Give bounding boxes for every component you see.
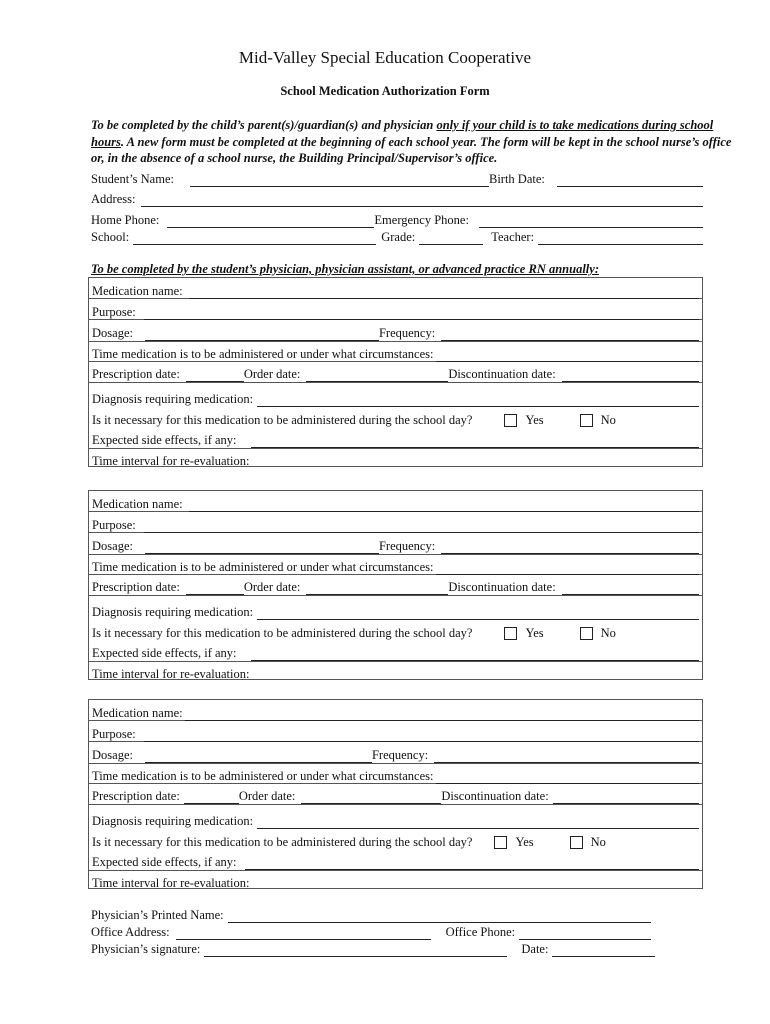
diagnosis-label: Diagnosis requiring medication:: [92, 605, 254, 619]
purpose-label: Purpose:: [92, 305, 136, 319]
prescription-date-field[interactable]: [186, 369, 244, 382]
intro-text-underlined: only if your child is to take medications during school hours: [91, 118, 714, 149]
diagnosis-field[interactable]: [257, 394, 699, 407]
time-label: Time medication is to be administered or under what circumstances:: [92, 769, 434, 783]
teacher-field[interactable]: [538, 232, 703, 245]
frequency-label: Frequency:: [378, 326, 436, 340]
emergency-phone-label: Emergency Phone:: [374, 213, 469, 227]
dosage-field[interactable]: [145, 750, 372, 763]
frequency-field[interactable]: [434, 750, 699, 763]
teacher-label: Teacher:: [491, 230, 535, 244]
purpose-label: Purpose:: [92, 518, 136, 532]
physician-section-heading: To be completed by the student’s physician, physician assistant, or advanced practice RN annually:: [91, 262, 599, 276]
discontinuation-date-field[interactable]: [562, 369, 699, 382]
physician-name-label: Physician’s Printed Name:: [91, 908, 224, 922]
signature-label: Physician’s signature:: [91, 942, 201, 956]
prescription-date-label: Prescription date:: [92, 580, 180, 594]
phone-row: [91, 210, 703, 228]
no-label: No: [600, 626, 616, 640]
discontinuation-date-field[interactable]: [553, 791, 699, 804]
medication-name-field[interactable]: [185, 708, 699, 721]
yes-checkbox[interactable]: [494, 836, 507, 849]
student-name-field[interactable]: [190, 174, 489, 187]
medication-name-label: Medication name:: [92, 706, 183, 720]
necessary-question: Is it necessary for this medication to be administered during the school day?: [92, 835, 473, 849]
side-effects-label: Expected side effects, if any:: [92, 855, 237, 869]
no-checkbox[interactable]: [580, 414, 593, 427]
yes-checkbox[interactable]: [504, 627, 517, 640]
frequency-field[interactable]: [441, 541, 699, 554]
frequency-label: Frequency:: [371, 748, 429, 762]
medication-box-1: [88, 277, 703, 467]
student-name-label: Student’s Name:: [91, 172, 174, 186]
time-label: Time medication is to be administered or under what circumstances:: [92, 560, 434, 574]
frequency-field[interactable]: [441, 328, 699, 341]
prescription-date-field[interactable]: [186, 582, 244, 595]
medication-name-field[interactable]: [189, 499, 699, 512]
school-row: [91, 227, 703, 245]
medication-box-3: [88, 699, 703, 889]
dosage-label: Dosage:: [92, 539, 133, 553]
purpose-field[interactable]: [144, 729, 699, 742]
time-field[interactable]: [436, 562, 699, 575]
order-date-label: Order date:: [243, 367, 301, 381]
birth-date-field[interactable]: [557, 174, 703, 187]
time-field[interactable]: [436, 349, 699, 362]
time-field[interactable]: [436, 771, 699, 784]
diagnosis-field[interactable]: [257, 816, 699, 829]
intro-text-2: . A new form must be completed at the beginning of each school year. The form will be kept in the school nurse’s office or, in the absence of a school nurse, the Building Principal/Supervisor’s office.: [91, 134, 732, 165]
discontinuation-date-label: Discontinuation date:: [448, 580, 556, 594]
dosage-field[interactable]: [145, 541, 379, 554]
order-date-label: Order date:: [238, 789, 296, 803]
medication-box-2: [88, 490, 703, 680]
prescription-date-label: Prescription date:: [92, 789, 180, 803]
no-checkbox[interactable]: [570, 836, 583, 849]
order-date-field[interactable]: [306, 582, 448, 595]
discontinuation-date-field[interactable]: [562, 582, 699, 595]
side-effects-field[interactable]: [251, 435, 699, 448]
order-date-field[interactable]: [301, 791, 441, 804]
dosage-label: Dosage:: [92, 326, 133, 340]
order-date-field[interactable]: [306, 369, 448, 382]
purpose-field[interactable]: [144, 520, 699, 533]
reevaluation-label: Time interval for re-evaluation:: [92, 667, 250, 681]
diagnosis-field[interactable]: [257, 607, 699, 620]
side-effects-label: Expected side effects, if any:: [92, 646, 237, 660]
necessary-question: Is it necessary for this medication to be administered during the school day?: [92, 626, 473, 640]
purpose-label: Purpose:: [92, 727, 136, 741]
page-title: Mid-Valley Special Education Cooperative: [238, 48, 532, 67]
dosage-field[interactable]: [145, 328, 379, 341]
office-address-label: Office Address:: [91, 925, 170, 939]
yes-checkbox[interactable]: [504, 414, 517, 427]
home-phone-label: Home Phone:: [91, 213, 160, 227]
prescription-date-label: Prescription date:: [92, 367, 180, 381]
discontinuation-date-label: Discontinuation date:: [448, 367, 556, 381]
grade-field[interactable]: [419, 232, 483, 245]
no-label: No: [600, 413, 616, 427]
side-effects-field[interactable]: [245, 857, 699, 870]
birth-date-label: Birth Date:: [488, 172, 545, 186]
medication-name-label: Medication name:: [92, 497, 183, 511]
school-field[interactable]: [133, 232, 376, 245]
address-field[interactable]: [141, 194, 703, 207]
reevaluation-label: Time interval for re-evaluation:: [92, 454, 250, 468]
no-label: No: [590, 835, 606, 849]
intro-instructions: [91, 117, 741, 167]
dosage-label: Dosage:: [92, 748, 133, 762]
school-label: School:: [91, 230, 130, 244]
address-label: Address:: [91, 192, 136, 206]
yes-label: Yes: [525, 413, 544, 427]
purpose-field[interactable]: [144, 307, 699, 320]
necessary-question: Is it necessary for this medication to be administered during the school day?: [92, 413, 473, 427]
no-checkbox[interactable]: [580, 627, 593, 640]
medication-name-label: Medication name:: [92, 284, 183, 298]
date-field[interactable]: [552, 944, 655, 957]
yes-label: Yes: [515, 835, 534, 849]
side-effects-field[interactable]: [251, 648, 699, 661]
diagnosis-label: Diagnosis requiring medication:: [92, 814, 254, 828]
side-effects-label: Expected side effects, if any:: [92, 433, 237, 447]
date-label: Date:: [521, 942, 549, 956]
medication-name-field[interactable]: [189, 286, 699, 299]
time-label: Time medication is to be administered or under what circumstances:: [92, 347, 434, 361]
prescription-date-field[interactable]: [184, 791, 239, 804]
address-row: [91, 189, 703, 207]
discontinuation-date-label: Discontinuation date:: [441, 789, 549, 803]
yes-label: Yes: [525, 626, 544, 640]
intro-text-1: To be completed by the child’s parent(s)/guardian(s) and physician: [91, 118, 437, 132]
frequency-label: Frequency:: [378, 539, 436, 553]
reevaluation-label: Time interval for re-evaluation:: [92, 876, 250, 890]
order-date-label: Order date:: [243, 580, 301, 594]
signature-field[interactable]: [204, 944, 507, 957]
grade-label: Grade:: [381, 230, 416, 244]
student-name-row: [91, 169, 703, 187]
diagnosis-label: Diagnosis requiring medication:: [92, 392, 254, 406]
form-title: School Medication Authorization Form: [280, 84, 490, 98]
office-phone-label: Office Phone:: [445, 925, 516, 939]
